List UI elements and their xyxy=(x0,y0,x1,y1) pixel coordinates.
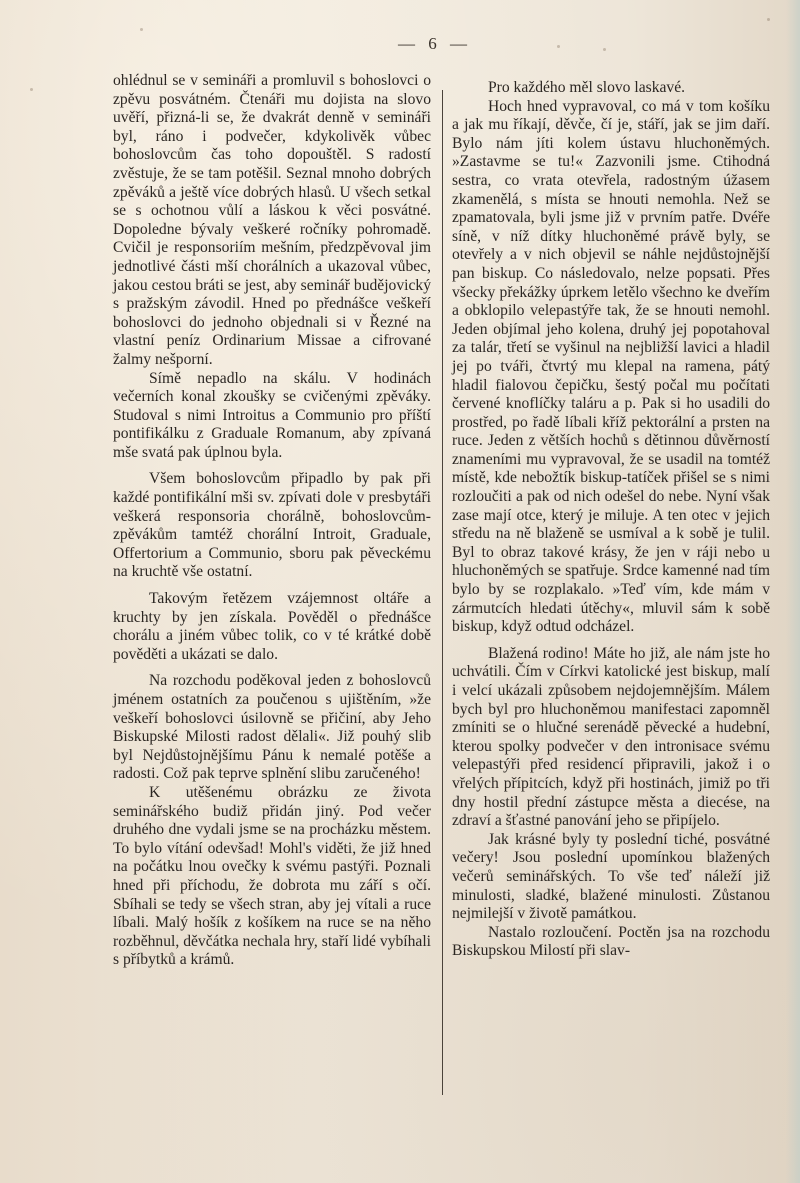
paragraph: Takovým řetězem vzájemnost oltáře a kruchty by jen získala. Pověděl o přednášce chorálu a jiném vůbec tolik, co v té krátké době pověděti a ukázati se dalo. xyxy=(113,590,431,663)
paragraph: Na rozchodu poděkoval jeden z bohoslovců jménem ostatních za poučenou s ujištěním, »že veškeří bohoslovci úsilovně se přičiní, aby Jeho Biskupské Milosti radost dělali«. Již pouhý slib byl Nejdůstojnějšímu Pánu k nemalé potěše a radosti. Což pak teprve splnění slibu zaručeného! xyxy=(113,672,431,783)
paragraph: Blažená rodino! Máte ho již, ale nám jste ho uchvátili. Čím v Církvi katolické jest biskup, malí i velcí ukázali způsobem nejdojemnějším. Málem bych byl pro hluchoněmou manifestaci zapomněl zmíniti se o hlučné serenádě pěvecké a hudební, kterou spolky podvečer v den intronisace svému velepastýři před residencí připravili, jakož i o vřelých přípitcích, když při hostinách, jimiž po tři dny hostil přední zástupce města a diecése, na zdraví a šťastné panování jeho se připíjelo. xyxy=(452,644,770,830)
paragraph: Všem bohoslovcům připadlo by pak při každé pontifikální mši sv. zpívati dole v presbytáři veškerá responsoria chorálně, bohoslovcům-zpěvákům tamtéž chorální Introit, Graduale, Offertorium a Communio, sboru pak pěveckému na kruchtě vše ostatní. xyxy=(113,470,431,581)
paragraph: Jak krásné byly ty poslední tiché, posvátné večery! Jsou poslední upomínkou blažených večerů seminářských. To vše teď náleží již minulosti, sladké, blažené minulosti. Zůstanou nejmilejší v životě památkou. xyxy=(452,830,770,923)
paper-speck xyxy=(140,28,143,31)
paragraph: ohlédnul se v semináři a promluvil s bohoslovci o zpěvu posvátném. Čtenáři mu dojista na slovo uvěří, přizná-li se, že dvakrát denně v semináři byl, ráno i podvečer, kdykolivěk vůbec bohoslovcům čas toho dopouštěl. S radostí zvěstuje, že se tam potěšil. Seznal mnoho dobrých zpěváků a ještě více dobrých hlasů. U všech setkal se s ochotnou vůlí a láskou k věci posvátné. Dopoledne bývaly veškeré ročníky pohromadě. Cvičil je responsoriím mešním, předzpěvoval jim jednotlivé části mší chorálních a ukazoval vůbec, jakou cestou bráti se jest, aby seminář budějovický s pražským závodil. Hned po přednášce veškeří bohoslovci do jednoho objednali si v Řezné na vlastní peníz Ordinarium Missae a cifrované žalmy nešporní. xyxy=(113,72,431,368)
paragraph: Nastalo rozloučení. Poctěn jsa na rozchodu Biskupskou Milostí při slav- xyxy=(452,923,770,960)
paper-speck xyxy=(603,48,606,51)
paragraph: Hoch hned vypravoval, co má v tom košíku a jak mu říkají, děvče, čí je, stáří, jak se jim daří. Bylo nám jíti kolem ústavu hluchoněmých. »Zastavme se tu!« Zazvonili jsme. Ctihodná sestra, co vrata otevřela, radostným úžasem zkamenělá, s místa se hnouti nemohla. Než se zpamatovala, byli jsme již v prvním patře. Dvéře síně, v níž dítky hluchoněmé právě byly, se otevřely a v nich objevil se náhle nejdůstojnější pan biskup. Co následovalo, nelze popsati. Přes všecky překážky úprkem letělo všechno ke dveřím a obklopilo velepastýře tak, že se hnouti nemohl. Jeden objímal jeho kolena, druhý jej popotahoval za talár, třetí se vyšinul na nejbližší lavici a hladil jej po tváři, čtvrtý mu klepal na ramena, pátý hladil fialovou čepičku, šestý počal mu počítati červené knoflíčky taláru a p. Pak si ho usadili do prostřed, po řadě líbali kříž pektorální a prsten na ruce. Jeden z větších hochů s dětinnou důvěrností znameními mu vypravoval, že se usadil na tomtéž místě, kde nebožtík biskup-tatíček přišel se s nimi rozloučiti a pak od nich odešel do nebe. Nyní však zase mají otce, který je miluje. A ten otec v jejich středu na ně blaženě se usmíval a k sobě je tulil. Byl to obraz takové krásy, že jen v ráji nebo u hluchoněmých se spatřuje. Srdce kamenné nad tím bylo by se rozplakalo. »Teď vím, kde mám v zármutcích hledati útěchy«, mluvil sám k sobě biskup, když odtud odcházel. xyxy=(452,97,770,636)
page-edge-shadow xyxy=(786,0,800,1183)
right-column xyxy=(452,79,770,961)
page-number: — 6 — xyxy=(398,34,468,53)
paper-speck xyxy=(767,18,770,21)
paragraph: Pro každého měl slovo laskavé. xyxy=(488,79,686,96)
paper-speck xyxy=(557,45,560,48)
paper-speck xyxy=(30,88,33,91)
column-divider xyxy=(442,90,443,1095)
paragraph: K utěšenému obrázku ze života seminářského budiž přidán jiný. Pod večer druhého dne vydali jsme se na procházku městem. To bylo vítání odevšad! Mohl's viděti, že již hned na počátku lnou ovečky k svému pastýři. Poznali hned při příchodu, že dobrota mu září s očí. Sbíhali se tedy se všech stran, aby jej vítali a ruce líbali. Malý hošík z košíkem na ruce se na něho rozběhnul, děvčátka nechala hry, staří lidé vybíhali s příbytků a krámů. xyxy=(113,783,431,969)
paragraph: Símě nepadlo na skálu. V hodinách večerních konal zkoušky se cvičenými zpěváky. Studoval s nimi Introitus a Communio pro příští pontifikálku z Graduale Romanum, aby zpívaná mše svatá pak úplnou byla. xyxy=(113,369,431,461)
left-column xyxy=(113,72,431,970)
